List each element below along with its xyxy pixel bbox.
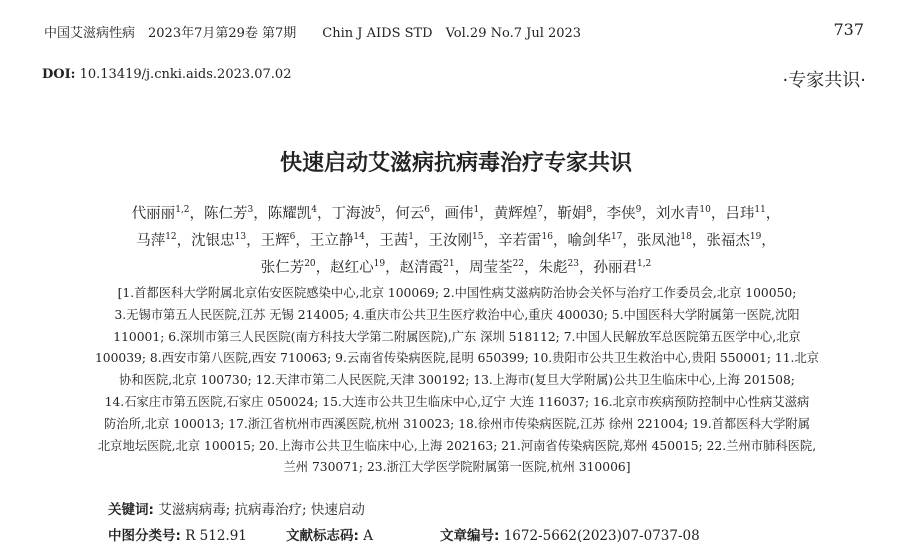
author: 王汝刚 (428, 233, 473, 249)
author: 何云 (395, 206, 425, 222)
author: 丁海波 (331, 206, 375, 222)
author: 辛若雷 (497, 233, 542, 249)
affiliation-superscript: 10 (699, 205, 711, 216)
affiliation-line: 防治所,北京 100013; 17.浙江省杭州市西溪医院,杭州 310023; 18.徐州市传染病医院,江苏 徐州 221004; 19.首都医科大学附属 (104, 416, 810, 431)
affiliation-superscript: 6 (424, 205, 430, 216)
affiliation-superscript: 3 (247, 205, 254, 216)
author: 李侠 (606, 206, 636, 222)
keywords: 关键词: 艾滋病病毒; 抗病毒治疗; 快速启动 (108, 502, 365, 518)
author: 马萍 (136, 233, 166, 249)
affiliation-superscript: 21 (443, 259, 455, 270)
affiliation-line: 100039; 8.西安市第八医院,西安 710063; 9.云南省传染病医院,昆明 650399; 10.贵阳市公共卫生救治中心,贵阳 550001; 11.北京 (94, 351, 820, 366)
doi (42, 67, 291, 82)
affiliation-superscript: 19 (749, 232, 762, 243)
author: 王辉 (260, 233, 290, 249)
author: 王茜 (379, 233, 409, 249)
author: 张福杰 (706, 233, 750, 249)
affiliation-superscript: 1,2 (636, 259, 652, 270)
author: 吕玮 (725, 206, 755, 222)
author: 张凤池 (636, 233, 681, 249)
affiliation-superscript: 11 (754, 205, 766, 216)
affiliation-line: 3.无锡市第五人民医院,江苏 无锡 214005; 4.重庆市公共卫生医疗救治中心,重庆 400030; 5.中国医科大学附属第一医院,沈阳 (114, 307, 800, 322)
affiliation-superscript: 16 (541, 232, 553, 243)
author: 沈银忠 (191, 233, 235, 249)
author-line: 马萍$^{12}$，沈银忠$^{13}$，王辉$^6$，王立静$^{14}$，王茜$^1$，王汝刚$^{15}$，辛若雷$^{16}$，喻剑华$^{17}$，张凤池$^{18}$，张福杰$^{19}$， (136, 232, 776, 249)
author: 赵清霞 (399, 260, 444, 276)
section-label: ·专家共识· (782, 70, 866, 91)
affiliation-superscript: 1,2 (175, 205, 190, 216)
author: 周莹荃 (469, 260, 513, 276)
author: 陈耀凯 (267, 206, 312, 222)
article-number: 文章编号: 1672-5662(2023)07-0737-08 (440, 528, 700, 544)
affiliation-superscript: 22 (512, 259, 525, 270)
affiliation-line: [1.首都医科大学附属北京佑安医院感染中心,北京 100069; 2.中国性病艾滋病防治协会关怀与治疗工作委员会,北京 100050; (117, 286, 797, 300)
affiliation-superscript: 9 (635, 205, 642, 216)
author: 陈仁芳 (204, 206, 248, 222)
affiliation-superscript: 18 (680, 232, 692, 243)
author: 刘水青 (655, 206, 700, 222)
affiliation-superscript: 1 (473, 205, 480, 216)
affiliation-line: 110001; 6.深圳市第三人民医院(南方科技大学第二附属医院),广东 深圳 518112; 7.中国人民解放军总医院第五医学中心,北京 (113, 329, 801, 344)
affiliation-superscript: 20 (304, 259, 316, 270)
affiliation-superscript: 7 (537, 205, 543, 216)
author: 张仁芳 (260, 260, 305, 276)
affiliation-superscript: 15 (472, 232, 484, 243)
author: 王立静 (309, 233, 354, 249)
affiliation-line: 14.石家庄市第五医院,石家庄 050024; 15.大连市公共卫生临床中心,辽宁 大连 116037; 16.北京市疾病预防控制中心性病艾滋病 (104, 395, 810, 409)
affiliation-superscript: 14 (353, 232, 365, 243)
affiliation-line: 协和医院,北京 100730; 12.天津市第二人民医院,天津 300192; 13.上海市(复旦大学附属)公共卫生临床中心,上海 201508; (119, 373, 795, 388)
affiliation-superscript: 1 (408, 232, 415, 243)
doi-label: DOI: (42, 67, 76, 82)
affiliation-superscript: 17 (610, 232, 623, 243)
author: 赵红心 (330, 260, 374, 276)
document-code: 文献标志码: A (286, 528, 373, 544)
author-line: 代丽丽$^{1,2}$，陈仁芳$^3$，陈耀凯$^4$，丁海波$^5$，何云$^6$，画伟$^1$，黄辉煌$^7$，靳娟$^8$，李侠$^9$，刘水青$^{10}$，吕玮$^{11}$， (131, 205, 781, 222)
running-header: 中国艾滋病性病 2023年7月第29卷 第7期 Chin J AIDS STD Vol.29 No.7 Jul 2023 (44, 26, 582, 41)
affiliation-line: 兰州 730071; 23.浙江大学医学院附属第一医院,杭州 310006] (283, 460, 631, 475)
affiliation-superscript: 8 (586, 205, 593, 216)
affiliation-superscript: 5 (374, 205, 381, 216)
affiliation-superscript: 13 (234, 232, 247, 243)
affiliation-superscript: 23 (567, 259, 579, 270)
author: 靳娟 (557, 206, 587, 222)
affiliation-superscript: 6 (289, 232, 296, 243)
affiliation-line: 北京地坛医院,北京 100015; 20.上海市公共卫生临床中心,上海 202163; 21.河南省传染病医院,郑州 450015; 22.兰州市肺科医院, (97, 438, 817, 453)
author: 喻剑华 (567, 233, 611, 249)
article-title: 快速启动艾滋病抗病毒治疗专家共识 (279, 151, 632, 176)
clc-number: 中图分类号: R 512.91 (108, 528, 247, 544)
author: 孙丽君 (593, 260, 637, 276)
author: 代丽丽 (131, 206, 176, 222)
author-line: 张仁芳$^{20}$，赵红心$^{19}$，赵清霞$^{21}$，周莹荃$^{22}$，朱彪$^{23}$，孙丽君$^{1,2}$ (260, 259, 652, 276)
affiliation-superscript: 12 (165, 232, 177, 243)
author: 朱彪 (538, 260, 568, 276)
author: 黄辉煌 (493, 206, 538, 222)
affiliation-superscript: 19 (373, 259, 386, 270)
affiliation-superscript: 4 (311, 205, 317, 216)
author: 画伟 (444, 206, 474, 222)
page-number: 737 (833, 20, 864, 39)
doi-value[interactable]: 10.13419/j.cnki.aids.2023.07.02 (75, 67, 292, 82)
